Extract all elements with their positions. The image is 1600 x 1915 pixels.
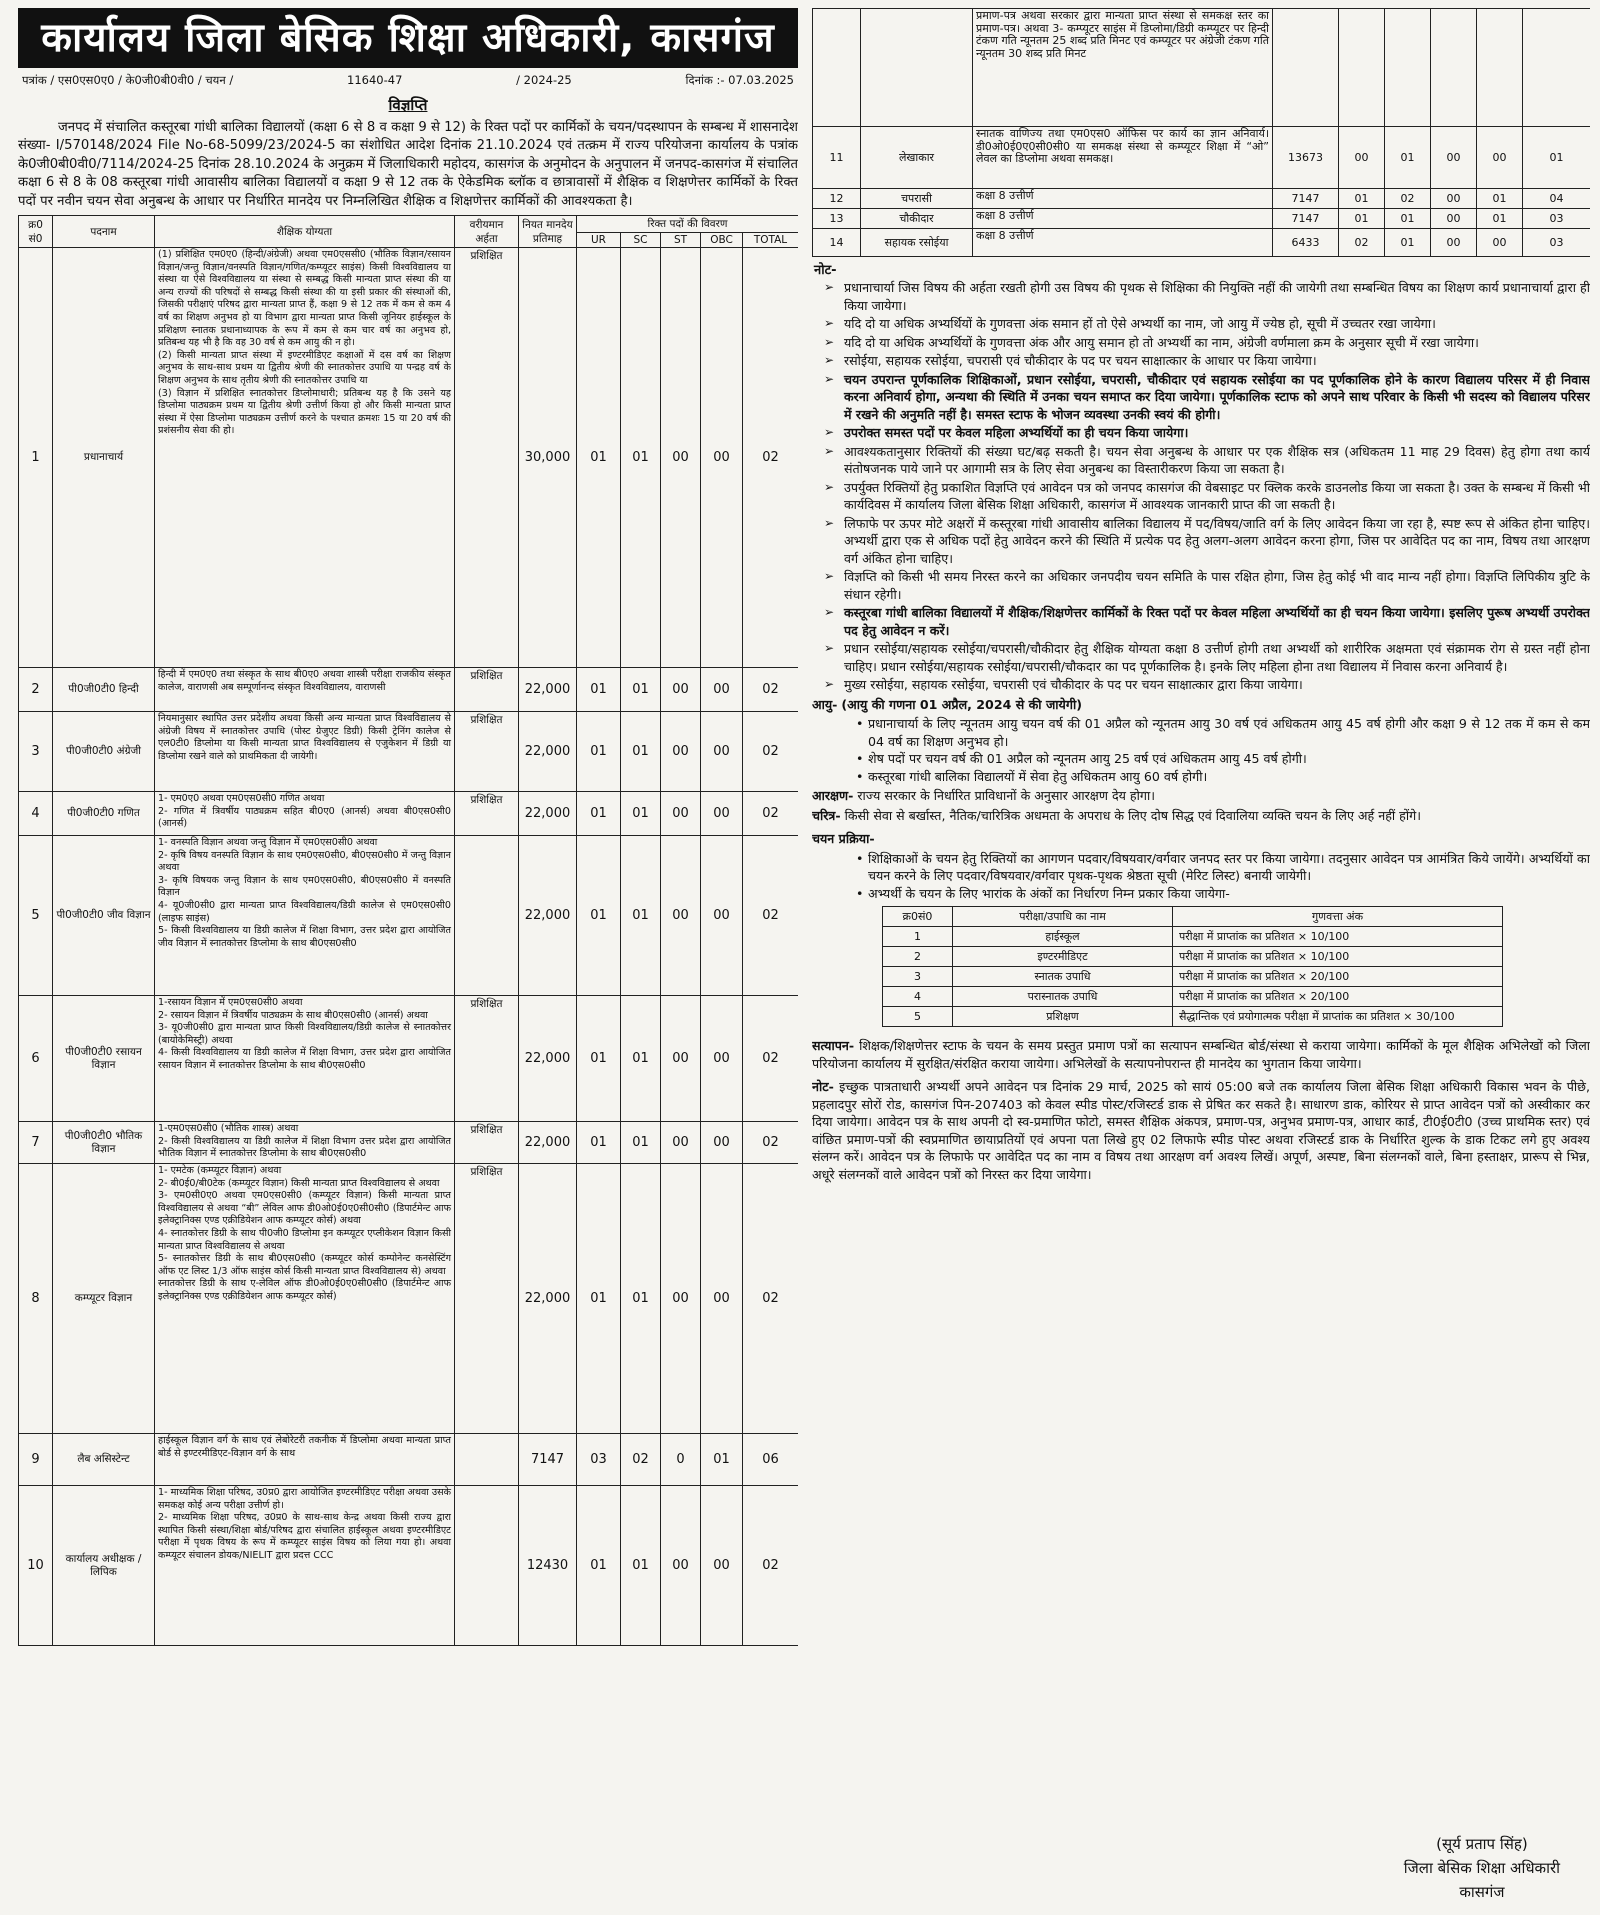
table-cell-qualification xyxy=(155,668,455,712)
table-cell-sno: 11 xyxy=(813,127,861,189)
table-cell-sno: 3 xyxy=(19,712,53,792)
notes-label: नोट- xyxy=(814,263,837,278)
table-cell-preference: प्रशिक्षित xyxy=(455,668,519,712)
table-cell-obc: 01 xyxy=(1477,209,1523,229)
qualification-line: 2- गणित में त्रिवर्षीय पाठ्यक्रम सहित बी0ए0 (आनर्स) अथवा बी0एस0सी0 (आनर्स) xyxy=(158,805,451,830)
qualification-line: 1- माध्यमिक शिक्षा परिषद, उ0प्र0 द्वारा आयोजित इण्टरमीडिएट परीक्षा अथवा उसके समकक्ष कोई अन्य परीक्षा उत्तीर्ण हो। xyxy=(158,1487,451,1511)
table-cell-st: 00 xyxy=(661,836,701,996)
table-cell-sno: 8 xyxy=(19,1164,53,1434)
table-cell-sc: 02 xyxy=(1385,189,1431,209)
table-cell-st: 00 xyxy=(1431,127,1477,189)
table-cell-ur: 01 xyxy=(577,712,621,792)
table-cell-pay: 22,000 xyxy=(519,996,577,1122)
right-column xyxy=(812,8,1590,1908)
table-cell-total: 02 xyxy=(743,248,799,668)
qualification-line: 3- यू0जी0सी0 द्वारा मान्यता प्राप्त किसी विश्वविद्यालय/डिग्री कालेज से स्नातकोत्तर (बायोकेमिस्ट्री) अथवा xyxy=(158,1022,451,1046)
wt-cell-exam: स्नातक उपाधि xyxy=(953,967,1173,987)
table-cell-obc: 00 xyxy=(701,836,743,996)
table-cell-post: लैब असिस्टेन्ट xyxy=(53,1434,155,1486)
table-cell-st: 00 xyxy=(661,1486,701,1646)
table-cell-st: 00 xyxy=(661,996,701,1122)
table-cell-preference xyxy=(455,1486,519,1646)
table-cell-qualification xyxy=(155,1434,455,1486)
col-st: ST xyxy=(661,233,701,248)
process-label: चयन प्रक्रिया- xyxy=(812,831,875,846)
table-cell-total: 03 xyxy=(1523,229,1591,257)
table-row xyxy=(813,127,1591,189)
table-cell-qualification: कक्षा 8 उत्तीर्ण xyxy=(973,229,1273,257)
wt-cell-marks: परीक्षा में प्राप्तांक का प्रतिशत × 10/100 xyxy=(1173,947,1503,967)
col-sc: SC xyxy=(621,233,661,248)
age-label: आयु- xyxy=(812,696,838,712)
table-cell-pay: 22,000 xyxy=(519,1122,577,1164)
table-row xyxy=(813,209,1591,229)
table-cell-ur: 00 xyxy=(1339,127,1385,189)
table-cell-sc: 01 xyxy=(621,1164,661,1434)
reservation-section xyxy=(812,787,1590,805)
table-cell-total: 03 xyxy=(1523,209,1591,229)
table-cell-st: 00 xyxy=(1431,209,1477,229)
table-cell-st: 00 xyxy=(661,248,701,668)
table-cell-total: 02 xyxy=(743,1486,799,1646)
table-cell-pay: 22,000 xyxy=(519,792,577,836)
col-total: TOTAL xyxy=(743,233,799,248)
wt-cell-marks: सैद्धान्तिक एवं प्रयोगात्मक परीक्षा में प्राप्तांक का प्रतिशत × 30/100 xyxy=(1173,1007,1503,1027)
table-cell-total: 02 xyxy=(743,668,799,712)
table-cell-pay: 30,000 xyxy=(519,248,577,668)
signatory-name: (सूर्य प्रताप सिंह) xyxy=(1436,1835,1528,1853)
age-item: • शेष पदों पर चयन वर्ष की 01 अप्रैल को न्यूनतम आयु 25 वर्ष एवं अधिकतम आयु 45 वर्ष होगी। xyxy=(856,750,1590,768)
table-cell-preference: प्रशिक्षित xyxy=(455,792,519,836)
table-cell-total: 01 xyxy=(1523,127,1591,189)
note-item: ➢ विज्ञप्ति को किसी भी समय निरस्त करने का अधिकार जनपदीय चयन समिति के पास रक्षित होगा, जिस हेतु कोई भी वाद मान्य नहीं होगा। विज्ञप्ति लिपिकीय त्रुटि के संधान रहेगी। xyxy=(820,568,1590,603)
table-cell-post: पी0जी0टी0 भौतिक विज्ञान xyxy=(53,1122,155,1164)
qualification-line: 2- किसी विश्वविद्यालय या डिग्री कालेज में शिक्षा विभाग उत्तर प्रदेश द्वारा आयोजित भौतिक विज्ञान में स्नातकोत्तर डिप्लोमा के साथ बी0एस0सी0 xyxy=(158,1135,451,1160)
table-cell-sc: 01 xyxy=(621,996,661,1122)
table-row xyxy=(813,229,1591,257)
signatory-place: कासगंज xyxy=(1459,1883,1505,1901)
qualification-line: 2- कृषि विषय वनस्पति विज्ञान के साथ एम0एस0सी0, बी0एस0सी0 में जन्तु विज्ञान अथवा xyxy=(158,849,451,874)
date-value: 07.03.2025 xyxy=(728,73,794,87)
cont-blank-total xyxy=(1523,9,1591,127)
note-item: ➢ उपरोक्त समस्त पदों पर केवल महिला अभ्यर्थियों का ही चयन किया जायेगा। xyxy=(820,424,1590,442)
table-cell-qualification xyxy=(155,836,455,996)
qualification-line: 1- वनस्पति विज्ञान अथवा जन्तु विज्ञान में एम0एस0सी0 अथवा xyxy=(158,837,378,849)
table-cell-total: 02 xyxy=(743,712,799,792)
table-cell-total: 02 xyxy=(743,1122,799,1164)
qualification-line: नियमानुसार स्थापित उत्तर प्रदेशीय अथवा किसी अन्य मान्यता प्राप्त विश्वविद्यालय से अंग्रेजी विषय में स्नातकोत्तर उपाधि (पोस्ट ग्रेजुएट डिग्री) किसी ट्रेनिंग कालेज से एल0टी0 डिप्लोमा या किसी मान्यता प्राप्त विश्वविद्यालय से एजुकेशन में डिग्री या डिप्लोमा रखने वाले को प्राथमिकता दी जायेगी। xyxy=(158,713,451,762)
table-row xyxy=(19,668,799,712)
table-cell-post: पी0जी0टी0 जीव विज्ञान xyxy=(53,836,155,996)
table-cell-pay: 7147 xyxy=(1273,189,1339,209)
table-cell-preference xyxy=(455,1434,519,1486)
qualification-line: हाईस्कूल विज्ञान वर्ग के साथ एवं लेबोरेटरी तकनीक में डिप्लोमा अथवा मान्यता प्राप्त बोर्ड से इण्टरमीडिएट-विज्ञान वर्ग के साथ xyxy=(158,1435,451,1459)
table-cell-sc: 01 xyxy=(621,668,661,712)
table-cell-post: पी0जी0टी0 रसायन विज्ञान xyxy=(53,996,155,1122)
date-group xyxy=(686,73,794,88)
verification-label: सत्यापन- xyxy=(812,1038,855,1053)
vacancy-table-continued xyxy=(812,8,1590,257)
table-row xyxy=(883,927,1503,947)
table-cell-pay: 22,000 xyxy=(519,712,577,792)
table-cell-sc: 02 xyxy=(621,1434,661,1486)
table-cell-obc: 00 xyxy=(701,668,743,712)
table-cell-sno: 5 xyxy=(19,836,53,996)
col-vacancy: रिक्त पदों की विवरण xyxy=(577,216,799,233)
table-cell-ur: 01 xyxy=(577,1486,621,1646)
table-cell-total: 02 xyxy=(743,1164,799,1434)
qualification-line: 4- किसी विश्वविद्यालय या डिग्री कालेज में शिक्षा विभाग, उत्तर प्रदेश द्वारा आयोजित रसायन विज्ञान में स्नातकोत्तर डिप्लोमा के साथ बी0एस0सी0 xyxy=(158,1047,451,1071)
table-cell-sno: 14 xyxy=(813,229,861,257)
wt-cell-exam: हाईस्कूल xyxy=(953,927,1173,947)
qualification-line: हिन्दी में एम0ए0 तथा संस्कृत के साथ बी0ए0 अथवा शास्त्री परीक्षा राजकीय संस्कृत कालेज, वाराणसी अब सम्पूर्णानन्द संस्कृत विश्वविद्यालय, वाराणसी xyxy=(158,669,451,693)
table-cell-total: 02 xyxy=(743,996,799,1122)
table-cell-post: कम्प्यूटर विज्ञान xyxy=(53,1164,155,1434)
col-sno: क्र0 सं0 xyxy=(19,216,53,248)
cont-blank-ur xyxy=(1339,9,1385,127)
table-cell-qualification xyxy=(155,996,455,1122)
qualification-line: 2- माध्यमिक शिक्षा परिषद, उ0प्र0 के साथ-साथ केन्द्र अथवा किसी राज्य द्वारा स्थापित किसी संस्था/शिक्षा बोर्ड/परिषद द्वारा संचालित हाईस्कूल अथवा इण्टरमीडिएट परीक्षा में पृथक विषय के रूप में कम्प्यूटर साइंस विषय को लिया गया हो। अथवा कम्प्यूटर संचालन डोयक/NIELIT द्वारा प्रदत्त CCC xyxy=(158,1512,451,1561)
table-row xyxy=(813,189,1591,209)
qualification-line: (1) प्रशिक्षित एम0ए0 (हिन्दी/अंग्रेजी) अथवा एम0एससी0 (भौतिक विज्ञान/रसायन विज्ञान/जन्तु विज्ञान/वनस्पति विज्ञान/गणित/कम्प्यूटर साइंस) किसी विश्वविद्यालय या संस्था या ऐसे विश्वविद्यालय या संस्था से सम्बद्ध किसी मान्यता प्राप्त संस्था की या अन्य राज्यों की परिषदों से सम्बद्ध किसी संस्था की या इसी प्रकार की संस्थाओं की, जिसकी परीक्षाएं परिषद द्वारा मान्यता प्राप्त हैं, कक्षा 9 से 12 तक में कम से कम 4 वर्ष का शिक्षण अनुभव हो या विभाग द्वारा मान्यता प्राप्त किसी जूनियर हाईस्कूल के प्रशिक्षण स्नातक प्रधानाध्यापक के रूप में कम से कम चार वर्ष का अनुभव हो, प्रतिबन्ध यह भी है कि वह 30 वर्ष से कम आयु की न हो। xyxy=(158,249,451,349)
age-item: • प्रधानाचार्या के लिए न्यूनतम आयु चयन वर्ष की 01 अप्रैल को न्यूनतम आयु 30 वर्ष एवं अधिकतम आयु 45 वर्ष होगी और कक्षा 9 से 12 तक में कम से कम 04 वर्ष का शिक्षण अनुभव हो। xyxy=(856,715,1590,750)
table-cell-post: कार्यालय अधीक्षक / लिपिक xyxy=(53,1486,155,1646)
vacancy-table-continued-body xyxy=(813,9,1591,257)
table-cell-qualification: कक्षा 8 उत्तीर्ण xyxy=(973,209,1273,229)
table-cell-post: चौकीदार xyxy=(861,209,973,229)
table-cell-total: 06 xyxy=(743,1434,799,1486)
table-cell-obc: 00 xyxy=(701,996,743,1122)
note-item: ➢ कस्तूरबा गांधी बालिका विद्यालयों में शैक्षिक/शिक्षणेत्तर कार्मिकों के रिक्त पदों पर केवल महिला अभ्यर्थियों का ही चयन किया जायेगा। इसलिए पुरूष अभ्यर्थी उपरोक्त पद हेतु आवेदन न करें। xyxy=(820,604,1590,639)
col-ur: UR xyxy=(577,233,621,248)
table-cell-sc: 01 xyxy=(1385,127,1431,189)
table-cell-preference: प्रशिक्षित xyxy=(455,1164,519,1434)
table-cell-sno: 2 xyxy=(19,668,53,712)
table-cell-pay: 7147 xyxy=(1273,209,1339,229)
table-cell-ur: 03 xyxy=(577,1434,621,1486)
table-cell-sno: 6 xyxy=(19,996,53,1122)
table-cell-ur: 02 xyxy=(1339,229,1385,257)
table-cell-st: 00 xyxy=(661,1164,701,1434)
table-cell-sc: 01 xyxy=(621,792,661,836)
intro-paragraph: जनपद में संचालित कस्तूरबा गांधी बालिका विद्यालयों (कक्षा 6 से 8 व कक्षा 9 से 12) के रिक्त पदों पर कार्मिकों के चयन/पदस्थापन के सम्बन्ध में शासनादेश संख्या- I/570148/2024 File No-68-5099/23/2024-5 का संशोधित आदेश दिनांक 21.10.2024 एवं तत्क्रम में राज्य परियोजना कार्यालय के पत्रांक के0जी0बी0वी0/7114/2024-25 दिनांक 28.10.2024 के अनुक्रम में जिलाधिकारी महोदय, कासगंज के अनुमोदन के अनुपालन में जनपद-कासगंज में संचालित कक्षा 6 से 8 के 08 कस्तूरबा गांधी आवासीय बालिका विद्यालयों व कक्षा 9 से 12 तक के ऐकेडमिक ब्लॉक व छात्रावासों में शैक्षिक व शिक्षणेत्तर कार्मिकों के रिक्त पदों पर नवीन चयन सेवा अनुबन्ध के आधार पर निर्धारित मानदेय पर निम्नलिखित शैक्षिक व शिक्षणेत्तर कार्मिकों की आवश्यकता है। xyxy=(18,120,798,209)
table-cell-st: 00 xyxy=(661,792,701,836)
cont-blank-post xyxy=(861,9,973,127)
cont-blank-st xyxy=(1431,9,1477,127)
reference-line xyxy=(18,72,798,89)
wt-cell-exam: इण्टरमीडिएट xyxy=(953,947,1173,967)
vacancy-table xyxy=(18,215,798,1646)
table-cell-obc: 00 xyxy=(701,1122,743,1164)
table-cell-obc: 00 xyxy=(1477,229,1523,257)
verification-section xyxy=(812,1037,1590,1072)
wt-cell-sno: 4 xyxy=(883,987,953,1007)
left-column xyxy=(18,8,798,1908)
table-cell-pay: 7147 xyxy=(519,1434,577,1486)
reservation-label: आरक्षण- xyxy=(812,788,854,803)
note-item: ➢ मुख्य रसोईया, सहायक रसोईया, चपरासी एवं चौकीदार के पद पर चयन साक्षात्कार द्वारा किया जायेगा। xyxy=(820,676,1590,694)
table-cell-ur: 01 xyxy=(577,248,621,668)
ref-prefix: पत्रांक / एस0एस0ए0 / के0जी0बी0वी0 / चयन / xyxy=(22,73,234,87)
qualification-line: 3- एम0सी0ए0 अथवा एम0एस0सी0 (कम्प्यूटर विज्ञान) किसी मान्यता प्राप्त विश्वविद्यालय से अथवा “बी” लेविल आफ डी0ओ0ई0ए0सी0सी0 (डिपार्टमेन्ट आफ इलेक्ट्रानिक्स एण्ड एक्रीडियेशन आफ कम्प्यूटर कोर्स) अथवा xyxy=(158,1190,451,1227)
table-cell-sc: 01 xyxy=(621,1486,661,1646)
character-section xyxy=(812,807,1590,825)
table-cell-obc: 01 xyxy=(1477,189,1523,209)
table-cell-pay: 12430 xyxy=(519,1486,577,1646)
cont-blank-obc xyxy=(1477,9,1523,127)
wt-cell-marks: परीक्षा में प्राप्तांक का प्रतिशत × 20/100 xyxy=(1173,987,1503,1007)
table-row xyxy=(19,792,799,836)
table-cell-ur: 01 xyxy=(577,836,621,996)
cont-blank-sno xyxy=(813,9,861,127)
table-row xyxy=(19,836,799,996)
note-item: ➢ उपर्युक्त रिक्तियों हेतु प्रकाशित विज्ञप्ति एवं आवेदन पत्र को जनपद कासगंज की वेबसाइट पर क्लिक करके डाउनलोड किया जा सकता है। उक्त के सम्बन्ध में किसी भी कार्यदिवस में कार्यालय जिला बेसिक शिक्षा अधिकारी, कासगंज में आवश्यक जानकारी प्राप्त की जा सकती है। xyxy=(820,479,1590,514)
table-cell-post: प्रधानाचार्य xyxy=(53,248,155,668)
table-cell-qualification xyxy=(155,792,455,836)
table-cell-qualification: स्नातक वाणिज्य तथा एम0एस0 ऑफिस पर कार्य का ज्ञान अनिवार्य। डी0ओ0ई0ए0सी0सी0 या समकक्ष संस्था से कम्प्यूटर शिक्षा में “ओ” लेवल का डिप्लोमा अथवा समकक्ष। xyxy=(973,127,1273,189)
table-cell-sno: 10 xyxy=(19,1486,53,1646)
wt-col-exam: परीक्षा/उपाधि का नाम xyxy=(953,907,1173,927)
cont-blank-pay xyxy=(1273,9,1339,127)
table-cell-sno: 9 xyxy=(19,1434,53,1486)
final-note-text: इच्छुक पात्रताधारी अभ्यर्थी अपने आवेदन पत्र दिनांक 29 मार्च, 2025 को सायं 05:00 बजे तक कार्यालय जिला बेसिक शिक्षा अधिकारी विकास भवन के पीछे, प्रहलादपुर सोरों रोड, कासगंज पिन-207403 को केवल स्पीड पोस्ट/रजिस्टर्ड डाक से प्रेषित कर सकते है। साधारण डाक, कोरियर से प्राप्त आवेदन पत्रों को अस्वीकार कर दिया जायेगा। आवेदन पत्र के साथ अपनी दो स्व-प्रमाणित फोटो, समस्त शैक्षिक अंकपत्र, प्रमाण-पत्र, अनुभव प्रमाण-पत्र, आधार कार्ड, टी0ई0टी0 (उच्च प्राथमिक स्तर) एवं वांछित प्रमाण-पत्रों की स्वप्रमाणित छायाप्रतियों एवं अपना पता लिखे हुए 02 लिफाफे स्पीड पोस्ट अथवा रजिस्टर्ड डाक के निर्धारित शुल्क के डाक टिकट लगे हुए अवश्य संलग्न करें। आवेदन पत्र के लिफाफे पर आवेदित पद का नाम व विषय तथा आरक्षण वर्ग अवश्य लिखें। अपूर्ण, अस्पष्ट, बिना संलग्नकों वाले, बिना हस्ताक्षर, प्रारूप से भिन्न, अधूरे संलग्नकों वाले आवेदन पत्रों को निरस्त कर दिया जायेगा। xyxy=(812,1079,1590,1182)
table-cell-sno: 13 xyxy=(813,209,861,229)
qualification-line: स्नातकोत्तर डिग्री के साथ ए-लेविल ऑफ डी0ओ0ई0ए0सी0सी0 (डिपार्टमेन्ट आफ इलेक्ट्रानिक्स एण्ड एक्रीडियेशन आफ कम्प्यूटर कोर्स) xyxy=(158,1278,451,1302)
table-cell-sno: 1 xyxy=(19,248,53,668)
table-cell-ur: 01 xyxy=(577,1164,621,1434)
qualification-line: 1-एम0एस0सी0 (भौतिक शास्त्र) अथवा xyxy=(158,1123,299,1135)
qualification-line: (2) किसी मान्यता प्राप्त संस्था में इण्टरमीडिएट कक्षाओं में दस वर्ष का शिक्षण अनुभव के साथ-साथ प्रथम या द्वितीय श्रेणी की स्नातकोत्तर उपाधि या पन्द्रह वर्ष के शिक्षण अनुभव के साथ तृतीय श्रेणी की स्नातकोत्तर उपाधि या xyxy=(158,349,451,386)
table-row xyxy=(19,1122,799,1164)
table-cell-ur: 01 xyxy=(577,1122,621,1164)
col-pay: नियत मानदेय प्रतिमाह xyxy=(519,216,577,248)
table-cell-sc: 01 xyxy=(1385,229,1431,257)
table-cell-pay: 13673 xyxy=(1273,127,1339,189)
table-cell-post: पी0जी0टी0 गणित xyxy=(53,792,155,836)
table-cell-post: पी0जी0टी0 अंग्रेजी xyxy=(53,712,155,792)
table-cell-preference: प्रशिक्षित xyxy=(455,248,519,668)
table-cell-post: चपरासी xyxy=(861,189,973,209)
table-cell-qualification xyxy=(155,1486,455,1646)
table-cell-sc: 01 xyxy=(621,836,661,996)
wt-cell-sno: 5 xyxy=(883,1007,953,1027)
office-title: कार्यालय जिला बेसिक शिक्षा अधिकारी, कासगंज xyxy=(18,8,798,68)
table-cell-obc: 00 xyxy=(1477,127,1523,189)
table-row xyxy=(883,967,1503,987)
table-cell-preference: प्रशिक्षित xyxy=(455,712,519,792)
age-section xyxy=(812,696,1590,714)
table-cell-pay: 6433 xyxy=(1273,229,1339,257)
process-item: • अभ्यर्थी के चयन के लिए भारांक के अंकों का निर्धारण निम्न प्रकार किया जायेगा- xyxy=(856,885,1590,903)
qualification-line: (3) विज्ञान में प्रशिक्षित स्नातकोत्तर डिप्लोमाधारी; प्रतिबन्ध यह है कि उसने यह डिप्लोमा पाठ्यक्रम प्रथम या द्वितीय श्रेणी उत्तीर्ण किया हो और किसी मान्यता प्राप्त संस्था में ऐसा डिप्लोमा पाठ्यक्रम उत्तीर्ण करने के पश्चात क्रमशः 15 या 20 वर्ष की प्रशंसनीय सेवा की हो। xyxy=(158,387,451,437)
table-cell-pay: 22,000 xyxy=(519,668,577,712)
character-text: किसी सेवा से बर्खास्त, नैतिक/चारित्रिक अधमता के अपराध के लिए दोष सिद्ध एवं दिवालिया व्यक्ति चयन के लिए अर्ह नहीं होंगे। xyxy=(844,807,1421,823)
reservation-text: राज्य सरकार के निर्धारित प्राविधानों के अनुसार आरक्षण देय होगा। xyxy=(857,788,1156,803)
date-label: दिनांक :- xyxy=(685,73,725,87)
table-cell-qualification: कक्षा 8 उत्तीर्ण xyxy=(973,189,1273,209)
table-cell-st: 00 xyxy=(661,712,701,792)
table-row xyxy=(19,712,799,792)
table-cell-ur: 01 xyxy=(577,792,621,836)
table-cell-sno: 7 xyxy=(19,1122,53,1164)
table-cell-obc: 00 xyxy=(701,1164,743,1434)
process-section xyxy=(812,830,1590,848)
wt-col-marks: गुणवत्ता अंक xyxy=(1173,907,1503,927)
table-cell-sc: 01 xyxy=(621,1122,661,1164)
age-heading: (आयु की गणना 01 अप्रैल, 2024 से की जायेगी) xyxy=(841,696,1082,712)
table-cell-obc: 00 xyxy=(701,712,743,792)
table-cell-ur: 01 xyxy=(1339,189,1385,209)
final-note-label: नोट- xyxy=(812,1079,834,1094)
wt-cell-marks: परीक्षा में प्राप्तांक का प्रतिशत × 10/100 xyxy=(1173,927,1503,947)
table-cell-obc: 01 xyxy=(701,1434,743,1486)
wt-cell-marks: परीक्षा में प्राप्तांक का प्रतिशत × 20/100 xyxy=(1173,967,1503,987)
table-cell-st: 0 xyxy=(661,1434,701,1486)
process-list xyxy=(812,850,1590,903)
col-obc: OBC xyxy=(701,233,743,248)
table-cell-qualification-continued: प्रमाण-पत्र अथवा सरकार द्वारा मान्यता प्राप्त संस्था से समकक्ष स्तर का प्रमाण-पत्र। अथवा 3- कम्प्यूटर साइंस में डिप्लोमा/डिग्री कम्प्यूटर पर हिन्दी टंकण गति न्यूनतम 25 शब्द प्रति मिनट एवं कम्प्यूटर पर अंग्रेजी टंकण गति न्यूनतम 30 शब्द प्रति मिनट xyxy=(973,9,1273,127)
table-cell-sc: 01 xyxy=(621,712,661,792)
qualification-line: 4- यू0जी0सी0 द्वारा मान्यता प्राप्त विश्वविद्यालय/डिग्री कालेज से एम0एस0सी0 (लाइफ साइंस) xyxy=(158,900,451,924)
table-row xyxy=(19,1434,799,1486)
table-row xyxy=(19,248,799,668)
note-item: ➢ प्रधान रसोईया/सहायक रसोईया/चपरासी/चौकीदार हेतु शैक्षिक योग्यता कक्षा 8 उत्तीर्ण होगी तथा अभ्यर्थी को शारीरिक अक्षमता एवं संक्रामक रोग से ग्रस्त नहीं होना चाहिए। प्रधान रसोईया/सहायक रसोईया/चपरासी/चौकदार का पद पूर्णकालिक है। इनके लिए महिला होना तथा विद्यालय में निवास करना अनिवार्य है। xyxy=(820,640,1590,675)
note-item: ➢ आवश्यकतानुसार रिक्तियों की संख्या घट/बढ़ सकती है। चयन सेवा अनुबन्ध के आधार पर एक शैक्षिक सत्र (अधिकतम 11 माह 29 दिवस) हेतु होगा तथा कार्य संतोषजनक पाये जाने पर आगामी सत्र के लिए सेवा अनुबन्ध का विस्तारीकरण किया जा सकता है। xyxy=(820,443,1590,478)
qualification-line: 4- स्नातकोत्तर डिग्री के साथ पी0जी0 डिप्लोमा इन कम्प्यूटर एप्लीकेशन विज्ञान किसी मान्यता प्राप्त विश्वविद्यालय से अथवा xyxy=(158,1228,451,1252)
process-item: • शिक्षिकाओं के चयन हेतु रिक्तियों का आगणन पदवार/विषयवार/वर्गवार जनपद स्तर पर किया जायेगा। तदनुसार आवेदन पत्र आमंत्रित किये जायेंगे। अभ्यर्थियों का चयन करने के लिए पदवार/विषयवार/वर्गवार पृथक-पृथक श्रेष्ठता सूची (मेरिट लिस्ट) बनायी जायेगी। xyxy=(856,850,1590,885)
note-item: ➢ यदि दो या अधिक अभ्यर्थियों के गुणवत्ता अंक समान हों तो ऐसे अभ्यर्थी का नाम, जो आयु में ज्येष्ठ हो, सूची में उच्चतर रखा जायेगा। xyxy=(820,315,1590,333)
note-item: ➢ रसोईया, सहायक रसोईया, चपरासी एवं चौकीदार के पद पर चयन साक्षात्कार के आधार पर किया जायेगा। xyxy=(820,352,1590,370)
weightage-table xyxy=(882,906,1503,1027)
note-item: ➢ प्रधानाचार्या जिस विषय की अर्हता रखती होगी उस विषय की पृथक से शिक्षिका की नियुक्ति नहीं की जायेगी तथा सम्बन्धित विषय का शिक्षण कार्य प्रधानाचार्या द्वारा ही किया जायेगा। xyxy=(820,279,1590,314)
table-cell-preference: प्रशिक्षित xyxy=(455,996,519,1122)
qualification-line: 2- रसायन विज्ञान में त्रिवर्षीय पाठ्यक्रम के साथ बी0एस0सी0 (आनर्स) अथवा xyxy=(158,1009,428,1021)
table-cell-total: 02 xyxy=(743,836,799,996)
qualification-line: 1-रसायन विज्ञान में एम0एस0सी0 अथवा xyxy=(158,997,303,1009)
note-item: ➢ यदि दो या अधिक अभ्यर्थियों के गुणवत्ता अंक और आयु समान हो तो अभ्यर्थी का नाम, अंग्रेजी वर्णमाला क्रम के अनुसार सूची में रखा जायेगा। xyxy=(820,334,1590,352)
table-row xyxy=(19,1164,799,1434)
table-row xyxy=(883,987,1503,1007)
col-post: पदनाम xyxy=(53,216,155,248)
table-cell-qualification xyxy=(155,1122,455,1164)
qualification-line: 5- स्नातकोत्तर डिग्री के साथ बी0एस0सी0 (कम्प्यूटर कोर्स कम्पोनेन्ट कनसेस्टिंग ऑफ एट लिस्ट 1/3 ऑफ साइंस कोर्स किसी मान्यता प्राप्त विश्वविद्यालय से) अथवा xyxy=(158,1253,451,1277)
table-cell-pay: 22,000 xyxy=(519,1164,577,1434)
table-cell-sc: 01 xyxy=(1385,209,1431,229)
weightage-table-body xyxy=(883,927,1503,1027)
table-cell-qualification xyxy=(155,248,455,668)
table-cell-obc: 00 xyxy=(701,1486,743,1646)
wt-cell-exam: परास्नातक उपाधि xyxy=(953,987,1173,1007)
table-cell-post: सहायक रसोईया xyxy=(861,229,973,257)
table-cell-ur: 01 xyxy=(577,996,621,1122)
wt-cell-sno: 2 xyxy=(883,947,953,967)
table-cell-sno: 4 xyxy=(19,792,53,836)
table-cell-pay: 22,000 xyxy=(519,836,577,996)
table-cell-st: 00 xyxy=(661,1122,701,1164)
ref-number: 11640-47 xyxy=(347,73,403,87)
table-cell-sc: 01 xyxy=(621,248,661,668)
table-row xyxy=(883,1007,1503,1027)
table-cell-post: लेखाकार xyxy=(861,127,973,189)
note-item: ➢ चयन उपरान्त पूर्णकालिक शिक्षिकाओं, प्रधान रसोईया, चपरासी, चौकीदार एवं सहायक रसोईया का पद पूर्णकालिक होने के कारण विद्यालय परिसर में ही निवास करना अनिवार्य होगा, अन्यथा की स्थिति में उनका चयन समाप्त कर दिया जायेगा। पूर्णकालिक स्टाफ को अपने साथ परिवार के किसी भी सदस्य को विद्यालय परिसर में रखने की अनुमति नहीं है। समस्त स्टाफ के भोजन व्यवस्था उनकी स्वयं की होगी। xyxy=(820,371,1590,424)
table-cell-ur: 01 xyxy=(577,668,621,712)
table-cell-preference xyxy=(455,836,519,996)
table-cell-obc: 00 xyxy=(701,248,743,668)
col-preference: वरीयमान अर्हता xyxy=(455,216,519,248)
table-cell-qualification xyxy=(155,712,455,792)
wt-col-sno: क्र0सं0 xyxy=(883,907,953,927)
notes-list xyxy=(812,279,1590,694)
verification-text: शिक्षक/शिक्षणेत्तर स्टाफ के चयन के समय प्रस्तुत प्रमाण पत्रों का सत्यापन सम्बन्धित बोर्ड/संस्था से कराया जायेगा। कार्मिकों के मूल शैक्षिक अभिलेखों को जिला परियोजना कार्यालय में सुरक्षित/संरक्षित कराया जायेगा। अभिलेखों के सत्यापनोपरान्त ही मानदेय का भुगतान किया जायेगा। xyxy=(812,1038,1590,1071)
table-cell-obc: 00 xyxy=(701,792,743,836)
table-cell-st: 00 xyxy=(1431,229,1477,257)
table-cell-qualification xyxy=(155,1164,455,1434)
qualification-line: 1- एम0ए0 अथवा एम0एस0सी0 गणित अथवा xyxy=(158,793,325,805)
table-cell-st: 00 xyxy=(661,668,701,712)
cont-blank-sc xyxy=(1385,9,1431,127)
final-note-section xyxy=(812,1078,1590,1183)
table-cell-st: 00 xyxy=(1431,189,1477,209)
table-cell-sno: 12 xyxy=(813,189,861,209)
signature-block xyxy=(1404,1832,1560,1904)
wt-cell-exam: प्रशिक्षण xyxy=(953,1007,1173,1027)
table-cell-ur: 01 xyxy=(1339,209,1385,229)
signatory-designation: जिला बेसिक शिक्षा अधिकारी xyxy=(1403,1859,1560,1877)
qualification-line: 3- कृषि विषयक जन्तु विज्ञान के साथ एम0एस0सी0, बी0एस0सी0 में वनस्पति विज्ञान xyxy=(158,874,451,899)
character-label: चरित्र- xyxy=(812,807,841,823)
ref-year: / 2024-25 xyxy=(516,73,572,87)
qualification-line: 1- एमटेक (कम्प्यूटर विज्ञान) अथवा xyxy=(158,1165,282,1177)
col-qualification: शैक्षिक योग्यता xyxy=(155,216,455,248)
table-cell-total: 04 xyxy=(1523,189,1591,209)
note-item: ➢ लिफाफे पर ऊपर मोटे अक्षरों में कस्तूरबा गांधी आवासीय बालिका विद्यालय में पद/विषय/जाति वर्ग के लिए आवेदन किया जा रहा है, स्पष्ट रूप से अंकित होना चाहिए। अभ्यर्थी द्वारा एक से अधिक पदों हेतु आवेदन करने की स्थिति में प्रत्येक पद हेतु अलग-अलग आवेदन करना होगा, जिस पर आवेदित पद का नाम, विषय तथा आरक्षण वर्ग अंकित होना चाहिए। xyxy=(820,515,1590,568)
vacancy-table-body xyxy=(19,248,799,1646)
wt-cell-sno: 1 xyxy=(883,927,953,947)
table-row xyxy=(19,1486,799,1646)
age-item: • कस्तूरबा गांधी बालिका विद्यालयों में सेवा हेतु अधिकतम आयु 60 वर्ष होगी। xyxy=(856,768,1590,786)
age-list xyxy=(812,715,1590,785)
wt-cell-sno: 3 xyxy=(883,967,953,987)
table-cell-preference: प्रशिक्षित xyxy=(455,1122,519,1164)
notice-heading: विज्ञप्ति xyxy=(388,96,428,114)
table-cell-post: पी0जी0टी0 हिन्दी xyxy=(53,668,155,712)
table-row xyxy=(883,947,1503,967)
qualification-line: 2- बी0ई0/बी0टेक (कम्प्यूटर विज्ञान) किसी मान्यता प्राप्त विश्वविद्यालय से अथवा xyxy=(158,1177,440,1189)
table-cell-total: 02 xyxy=(743,792,799,836)
qualification-line: 5- किसी विश्वविद्यालय या डिग्री कालेज में शिक्षा विभाग, उत्तर प्रदेश द्वारा आयोजित जीव विज्ञान में स्नातकोत्तर डिप्लोमा के साथ बी0एस0सी0 xyxy=(158,925,451,949)
table-row xyxy=(19,996,799,1122)
